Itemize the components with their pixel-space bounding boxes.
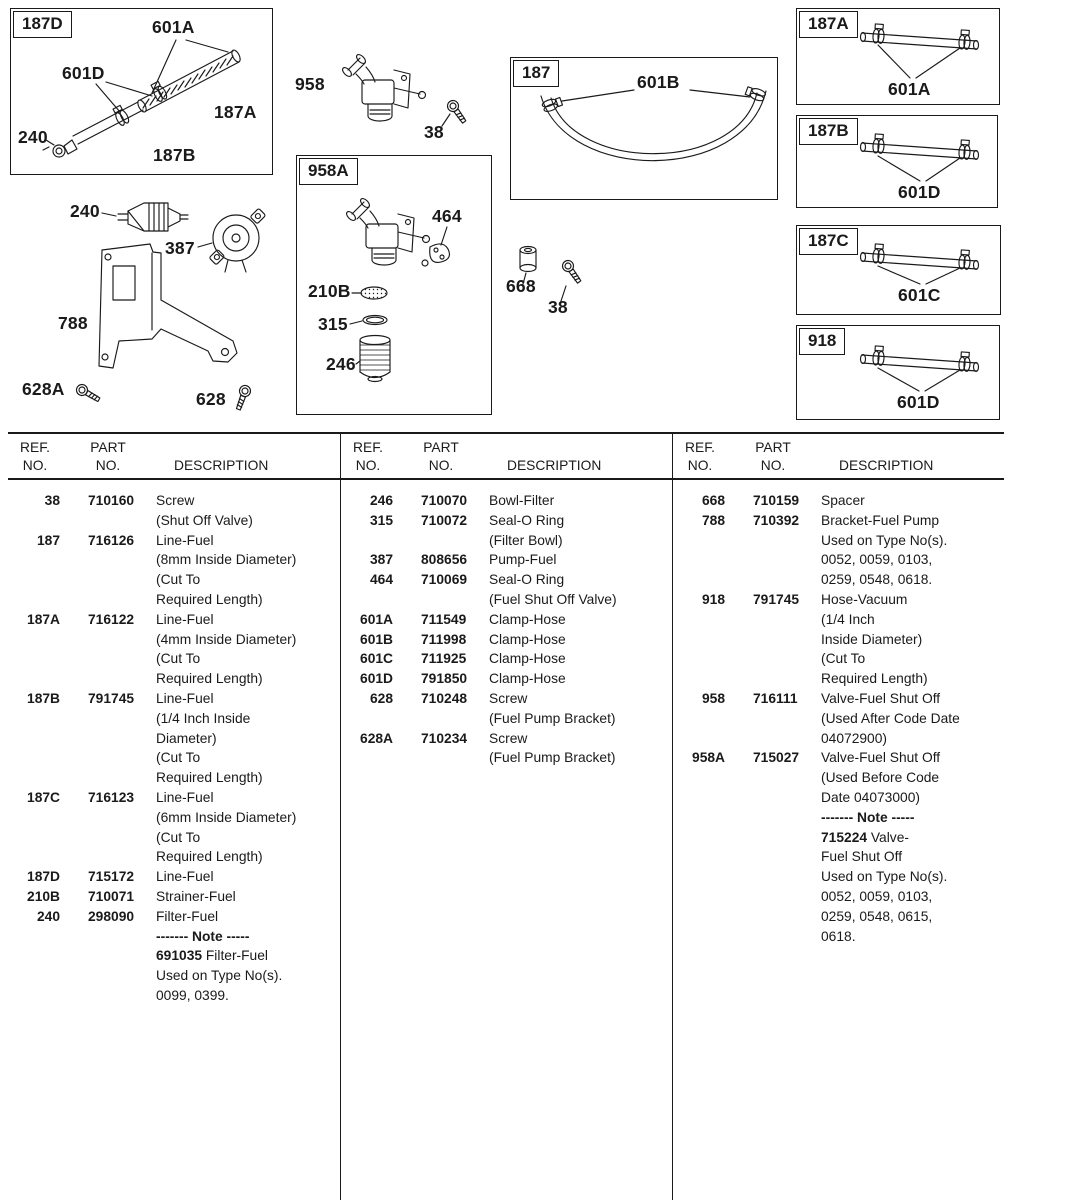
part-row-464 <box>341 570 672 610</box>
part-row-187 <box>8 531 340 610</box>
description-line: Screw <box>156 493 195 508</box>
description-header: DESCRIPTION <box>839 458 934 473</box>
part-row-601c <box>341 649 672 669</box>
description-line: Seal-O Ring <box>489 512 565 528</box>
ref-header-line1: REF. <box>353 440 383 455</box>
callout-38: 38 <box>548 297 568 317</box>
callout-601a: 601A <box>888 79 931 99</box>
part-no: 715172 <box>88 869 135 885</box>
description-line: Strainer-Fuel <box>156 888 236 904</box>
part-row-187d <box>8 867 340 887</box>
ref-no: 210B <box>27 888 60 904</box>
callout-788: 788 <box>58 313 88 333</box>
description <box>487 649 672 669</box>
diagram-box-label-187: 187 <box>513 60 559 87</box>
description-line: 691035 Filter-Fuel <box>156 948 268 964</box>
description-line: Diameter) <box>156 730 217 746</box>
callout-38: 38 <box>424 122 444 142</box>
part-row-210b <box>8 887 340 907</box>
description <box>154 689 340 788</box>
ref-no: 240 <box>36 908 60 924</box>
part-row-187b <box>8 689 340 788</box>
description-line: (Fuel Pump Bracket) <box>489 710 616 726</box>
ref-no: 187 <box>36 532 60 548</box>
description <box>487 630 672 650</box>
description-header: DESCRIPTION <box>507 458 602 473</box>
parts-rows-1 <box>8 480 340 1006</box>
description-line: (1/4 Inch Inside <box>156 710 251 726</box>
part-no: 791745 <box>753 591 800 607</box>
part-row-628a <box>341 729 672 769</box>
description-line: (Cut To <box>156 750 201 766</box>
description-line: Hose-Vacuum <box>821 591 908 607</box>
part-no: 711925 <box>421 651 467 667</box>
description-line: Inside Diameter) <box>821 631 923 647</box>
callout-601d: 601D <box>898 182 941 202</box>
description-line: (Used Before Code <box>821 770 940 786</box>
description-line: Line-Fuel <box>156 789 214 805</box>
part-no: 716122 <box>88 611 135 627</box>
ref-no: 464 <box>369 572 393 588</box>
part-header-line1: PART <box>423 440 459 455</box>
description-line: (6mm Inside Diameter) <box>156 809 297 825</box>
description-line: 0099, 0399. <box>156 987 229 1003</box>
description-line: (1/4 Inch <box>821 611 875 627</box>
description <box>154 867 340 887</box>
ref-no: 958A <box>692 750 725 766</box>
ref-no: 387 <box>369 552 393 568</box>
description-line: Used on Type No(s). <box>821 869 948 885</box>
description-line: Required Length) <box>156 849 263 865</box>
description-header: DESCRIPTION <box>174 458 269 473</box>
callout-958: 958 <box>295 74 325 94</box>
part-no: 710072 <box>421 512 468 528</box>
description <box>154 531 340 610</box>
description-line: (Fuel Shut Off Valve) <box>489 591 617 607</box>
description-line: Date 04073000) <box>821 789 920 805</box>
callout-315: 315 <box>318 314 348 334</box>
parts-rows-2 <box>341 480 672 768</box>
description <box>154 788 340 867</box>
ref-header-line1: REF. <box>20 440 50 455</box>
description <box>154 610 340 689</box>
description-line: Required Length) <box>156 671 263 687</box>
callout-240: 240 <box>18 127 48 147</box>
ref-no: 187C <box>27 789 60 805</box>
part-row-668 <box>673 491 1004 511</box>
ref-no: 628 <box>369 690 393 706</box>
part-no: 716126 <box>88 532 135 548</box>
description <box>819 511 1004 590</box>
part-no: 716111 <box>753 690 798 706</box>
ref-no: 187A <box>27 611 60 627</box>
part-no: 791745 <box>88 690 135 706</box>
part-row-315 <box>341 511 672 551</box>
ref-header-line2: NO. <box>687 458 713 473</box>
description-line: Seal-O Ring <box>489 572 565 588</box>
callout-628: 628 <box>196 389 226 409</box>
part-row-601b <box>341 630 672 650</box>
fuel-pump-387-art <box>198 208 266 272</box>
part-no: 808656 <box>421 552 468 568</box>
ref-no: 187D <box>27 869 60 885</box>
description <box>487 689 672 729</box>
part-row-788 <box>673 511 1004 590</box>
description-line: (Cut To <box>156 572 201 588</box>
description-line: Screw <box>489 690 528 706</box>
description-line: 0259, 0548, 0618. <box>821 572 933 588</box>
callout-187b: 187B <box>153 145 196 165</box>
description-line: ------- Note ----- <box>821 809 915 825</box>
description-line: Line-Fuel <box>156 869 214 885</box>
part-no: 715027 <box>753 750 800 766</box>
diagram-box-label-958a: 958A <box>299 158 358 185</box>
diagram-box-187b <box>796 115 998 208</box>
description-line: Valve-Fuel Shut Off <box>821 750 941 766</box>
part-header-line2: NO. <box>428 458 454 473</box>
callout-387: 387 <box>165 238 195 258</box>
ref-no: 601D <box>360 671 393 687</box>
part-row-918 <box>673 590 1004 689</box>
diagram-box-label-918: 918 <box>799 328 845 355</box>
part-no: 710070 <box>421 493 468 508</box>
description-line: (Shut Off Valve) <box>156 512 253 528</box>
description-line: Required Length) <box>156 770 263 786</box>
description <box>819 491 1004 511</box>
description-line: Spacer <box>821 493 865 508</box>
part-no: 791850 <box>421 671 468 687</box>
part-no: 716123 <box>88 789 135 805</box>
parts-rows-3 <box>673 480 1004 946</box>
column-header-3 <box>673 434 1004 480</box>
part-no: 710392 <box>753 512 800 528</box>
description-line: Bowl-Filter <box>489 493 555 508</box>
parts-column-3 <box>672 434 1004 1200</box>
description-line: (Cut To <box>156 651 201 667</box>
description-line: (Cut To <box>821 651 866 667</box>
description-line: 0052, 0059, 0103, <box>821 888 933 904</box>
description-line: Required Length) <box>156 591 263 607</box>
description-line: Filter-Fuel <box>156 908 219 924</box>
description-line: Used on Type No(s). <box>821 532 948 548</box>
part-row-601d <box>341 669 672 689</box>
part-row-240 <box>8 907 340 1006</box>
description-line: 0052, 0059, 0103, <box>821 552 933 568</box>
callout-464: 464 <box>432 206 462 226</box>
part-row-187a <box>8 610 340 689</box>
part-header-line2: NO. <box>95 458 121 473</box>
callout-601d: 601D <box>62 63 105 83</box>
description-line: Line-Fuel <box>156 611 214 627</box>
fuel-filter-240-art <box>102 203 188 231</box>
callout-601b: 601B <box>637 72 680 92</box>
ref-no: 246 <box>369 493 393 508</box>
part-row-387 <box>341 550 672 570</box>
description <box>487 669 672 689</box>
description <box>487 610 672 630</box>
description <box>487 491 672 511</box>
ref-no: 668 <box>701 493 725 508</box>
description <box>819 748 1004 946</box>
callout-601a: 601A <box>152 17 195 37</box>
description <box>487 550 672 570</box>
ref-no: 38 <box>44 493 60 508</box>
description-line: Screw <box>489 730 528 746</box>
ref-no: 315 <box>369 512 393 528</box>
description-line: Pump-Fuel <box>489 552 557 568</box>
description-line: (Fuel Pump Bracket) <box>489 750 616 766</box>
part-no: 710071 <box>88 888 135 904</box>
description-line: Line-Fuel <box>156 690 214 706</box>
part-no: 710069 <box>421 572 468 588</box>
description <box>487 511 672 551</box>
part-row-628 <box>341 689 672 729</box>
part-header-line1: PART <box>755 440 791 455</box>
diagram-box-label-187a: 187A <box>799 11 858 38</box>
ref-header-line2: NO. <box>355 458 381 473</box>
description-line: Used on Type No(s). <box>156 968 283 984</box>
ref-header-line2: NO. <box>22 458 48 473</box>
part-row-601a <box>341 610 672 630</box>
description-line: Clamp-Hose <box>489 611 566 627</box>
description-line: Clamp-Hose <box>489 631 566 647</box>
callout-210b: 210B <box>308 281 351 301</box>
diagram-box-187d <box>10 8 273 175</box>
part-no: 298090 <box>88 908 135 924</box>
diagram-box-label-187b: 187B <box>799 118 858 145</box>
callout-601d: 601D <box>897 392 940 412</box>
ref-no: 601B <box>360 631 393 647</box>
callout-246: 246 <box>326 354 356 374</box>
description-line: 04072900) <box>821 730 887 746</box>
callout-187a: 187A <box>214 102 257 122</box>
part-header-line1: PART <box>90 440 126 455</box>
description-line: (4mm Inside Diameter) <box>156 631 297 647</box>
parts-column-1 <box>8 434 340 1200</box>
description-line: Clamp-Hose <box>489 651 566 667</box>
callout-601c: 601C <box>898 285 941 305</box>
part-row-38 <box>8 491 340 531</box>
ref-no: 601C <box>360 651 393 667</box>
ref-no: 958 <box>701 690 725 706</box>
description-line: 0618. <box>821 928 856 944</box>
description-line: ------- Note ----- <box>156 928 250 944</box>
ref-no: 187B <box>27 690 60 706</box>
part-row-958a <box>673 748 1004 946</box>
part-row-187c <box>8 788 340 867</box>
diagram-area <box>0 0 1073 432</box>
parts-table <box>8 432 1004 1200</box>
part-header-line2: NO. <box>760 458 786 473</box>
column-header-1 <box>8 434 340 480</box>
part-no: 710160 <box>88 493 135 508</box>
part-no: 711998 <box>421 631 467 647</box>
part-no: 710248 <box>421 690 468 706</box>
parts-column-2 <box>340 434 672 1200</box>
description <box>154 491 340 531</box>
part-no: 711549 <box>421 611 467 627</box>
part-no: 710159 <box>753 493 800 508</box>
part-row-958 <box>673 689 1004 748</box>
diagram-box-label-187d: 187D <box>13 11 72 38</box>
description-line: Clamp-Hose <box>489 671 566 687</box>
description-line: (Used After Code Date <box>821 710 960 726</box>
description <box>819 590 1004 689</box>
description-line: 715224 Valve- <box>821 829 909 845</box>
description-line: 0259, 0548, 0615, <box>821 908 933 924</box>
part-row-246 <box>341 491 672 511</box>
ref-header-line1: REF. <box>685 440 715 455</box>
description <box>819 689 1004 748</box>
column-header-2 <box>341 434 672 480</box>
callout-668: 668 <box>506 276 536 296</box>
description-line: (Filter Bowl) <box>489 532 563 548</box>
description <box>487 570 672 610</box>
description-line: (Cut To <box>156 829 201 845</box>
ref-no: 601A <box>360 611 393 627</box>
description-line: (8mm Inside Diameter) <box>156 552 297 568</box>
description-line: Fuel Shut Off <box>821 849 903 865</box>
callout-240: 240 <box>70 201 100 221</box>
shutoff-valve-958-art <box>341 53 469 126</box>
callout-628a: 628A <box>22 379 65 399</box>
ref-no: 788 <box>701 512 725 528</box>
description-line: Valve-Fuel Shut Off <box>821 690 941 706</box>
description-line: Bracket-Fuel Pump <box>821 512 940 528</box>
ref-no: 918 <box>701 591 725 607</box>
description <box>487 729 672 769</box>
ref-no: 628A <box>360 730 393 746</box>
description <box>154 887 340 907</box>
fuel-pump-bracket-788-art <box>99 244 237 368</box>
part-no: 710234 <box>421 730 468 746</box>
description <box>154 907 340 1006</box>
diagram-box-label-187c: 187C <box>799 228 858 255</box>
description-line: Required Length) <box>821 671 928 687</box>
description-line: Line-Fuel <box>156 532 214 548</box>
